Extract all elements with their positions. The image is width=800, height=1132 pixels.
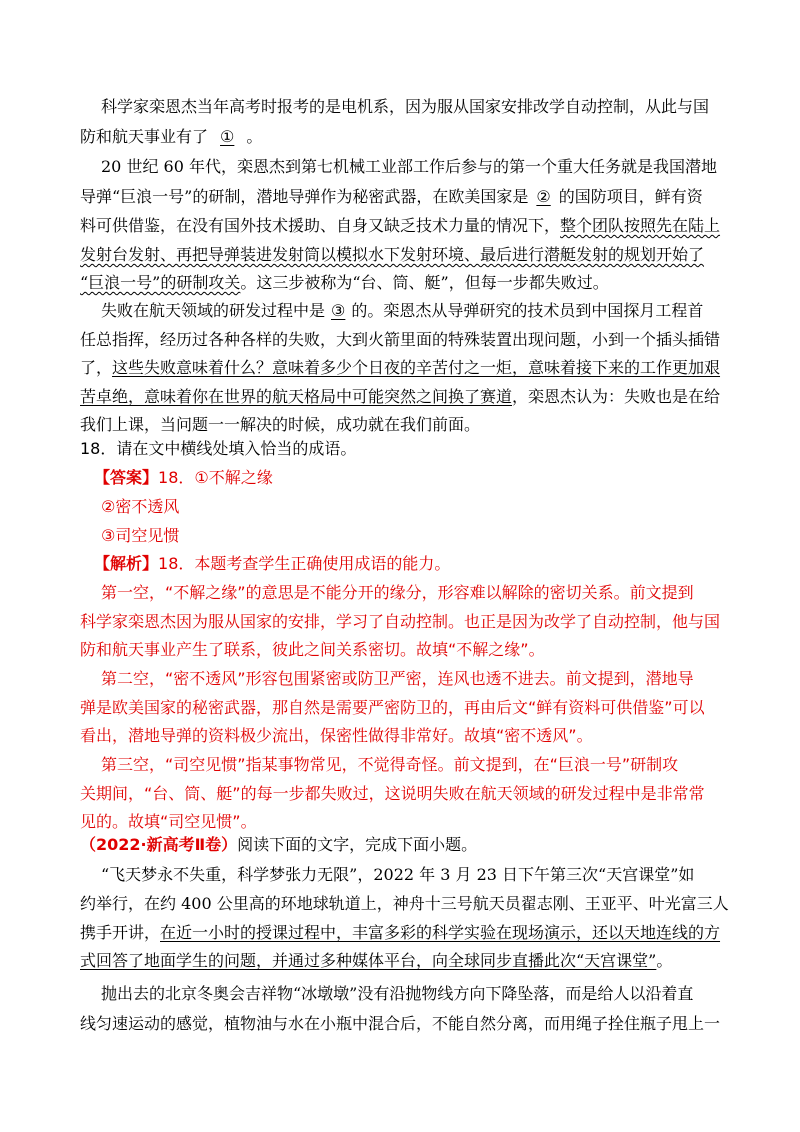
analysis-p2-line-3: 看出，潜地导弹的资料极少流出，保密性做得非常好。故填“密不透风”。 [80, 726, 593, 745]
blank-1: ① [220, 127, 235, 146]
blank-3: ③ [331, 301, 346, 320]
passage2-line-2: 约举行，在约 400 公里高的环地球轨道上，神舟十三号航天员翟志刚、王亚平、叶光富三人 [80, 894, 729, 913]
passage1-line-5: 料可供借鉴，在没有国外技术援助、自身又缺乏技术力量的情况下，整个团队按照先在陆上 [80, 216, 721, 235]
analysis-line: 【解析】18．本题考查学生正确使用成语的能力。 [94, 554, 451, 573]
analysis-tag: 【解析】 [94, 554, 159, 573]
underlined-sentence: 这些失败意味着什么？意味着多少个日夜的辛苦付之一炬，意味着接下来的工作更加艰 [112, 358, 721, 377]
passage1-line-3: 20 世纪 60 年代，栾恩杰到第七机械工业部工作后参与的第一个重大任务就是我国潜地 [101, 157, 717, 176]
passage2-line-4: 式回答了地面学生的问题，并通过多种媒体平台，向全球同步直播此次“天宫课堂”。 [80, 951, 673, 970]
answer-tag: 【答案】 [94, 468, 159, 487]
question-18: 18．请在文中横线处填入恰当的成语。 [80, 439, 357, 458]
passage1-line-1: 科学家栾恩杰当年高考时报考的是电机系，因为服从国家安排改学自动控制，从此与国 [101, 97, 710, 116]
analysis-p3-line-2: 关期间，“台、筒、艇”的每一步都失败过，这说明失败在航天领域的研发过程中是非常常 [80, 784, 705, 803]
passage2-line-6: 线匀速运动的感觉，植物油与水在小瓶中混合后，不能自然分离，而用绳子拴住瓶子甩上一 [80, 1014, 721, 1033]
analysis-p1-line-2: 科学家栾恩杰因为服从国家的安排，学习了自动控制。也正是因为改学了自动控制，他与国 [80, 612, 721, 631]
analysis-p3-line-1: 第三空，“司空见惯”指某事物常见，不觉得奇怪。前文提到，在“巨浪一号”研制攻 [101, 755, 679, 774]
analysis-p2-line-1: 第二空，“密不透风”形容包围紧密或防卫严密，连风也透不进去。前文提到，潜地导 [101, 669, 694, 688]
passage2-line-5: 抛出去的北京冬奥会吉祥物“冰墩墩”没有沿抛物线方向下降坠落，而是给人以沿着直 [101, 984, 694, 1003]
passage1-line-10: 了，这些失败意味着什么？意味着多少个日夜的辛苦付之一炬，意味着接下来的工作更加艰 [80, 358, 721, 377]
passage2-line-3: 携手开讲，在近一小时的授课过程中，丰富多彩的科学实验在现场演示，还以天地连线的方 [80, 923, 721, 942]
analysis-p2-line-2: 弹是欧美国家的秘密武器，那自然是需要严密防卫的，再由后文“鲜有资料可供借鉴”可以 [80, 698, 705, 717]
source-line: （2022·新高考Ⅱ卷）阅读下面的文字，完成下面小题。 [80, 835, 478, 854]
passage1-line-8: 失败在航天领域的研发过程中是 ③ 的。栾恩杰从导弹研究的技术员到中国探月工程首 [101, 301, 704, 320]
passage1-line-7: “巨浪一号”的研制攻关。这三步被称为“台、筒、艇”，但每一步都失败过。 [80, 273, 609, 292]
passage2-line-1: “飞天梦永不失重，科学梦张力无限”，2022 年 3 月 23 日下午第三次“天宫课堂”如 [101, 865, 695, 884]
passage1-line-11: 苦卓绝，意味着你在世界的航天格局中可能突然之间换了赛道，栾恩杰认为：失败也是在给 [80, 387, 721, 406]
passage1-line-9: 任总指挥，经历过各种各样的失败，大到火箭里面的特殊装置出现问题，小到一个插头插错 [80, 330, 721, 349]
analysis-p1-line-1: 第一空，“不解之缘”的意思是不能分开的缘分，形容难以解除的密切关系。前文提到 [101, 583, 694, 602]
answer-line: 【答案】18．①不解之缘 [94, 468, 273, 487]
underlined-sentence-2: 在近一小时的授课过程中，丰富多彩的科学实验在现场演示，还以天地连线的方 [160, 923, 721, 942]
wavy-underlined-text: 整个团队按照先在陆上 [560, 216, 721, 235]
source-tag: （2022·新高考Ⅱ卷） [80, 835, 238, 854]
passage1-line-2: 防和航天事业有了 ① 。 [80, 127, 263, 146]
answer-3: ③司空见惯 [101, 526, 180, 545]
passage1-line-6: 发射台发射、再把导弹装进发射筒以模拟水下发射环境、最后进行潜艇发射的规划开始了 [80, 245, 705, 264]
passage1-line-12: 我们上课，当问题一一解决的时候，成功就在我们前面。 [80, 415, 481, 434]
analysis-p1-line-3: 防和航天事业产生了联系，彼此之间关系密切。故填“不解之缘”。 [80, 640, 545, 659]
blank-2: ② [536, 187, 551, 206]
answer-2: ②密不透风 [101, 497, 180, 516]
analysis-p3-line-3: 见的。故填“司空见惯”。 [80, 812, 257, 831]
passage1-line-4: 导弹“巨浪一号”的研制，潜地导弹作为秘密武器，在欧美国家是 ② 的国防项目，鲜有资 [80, 187, 703, 206]
